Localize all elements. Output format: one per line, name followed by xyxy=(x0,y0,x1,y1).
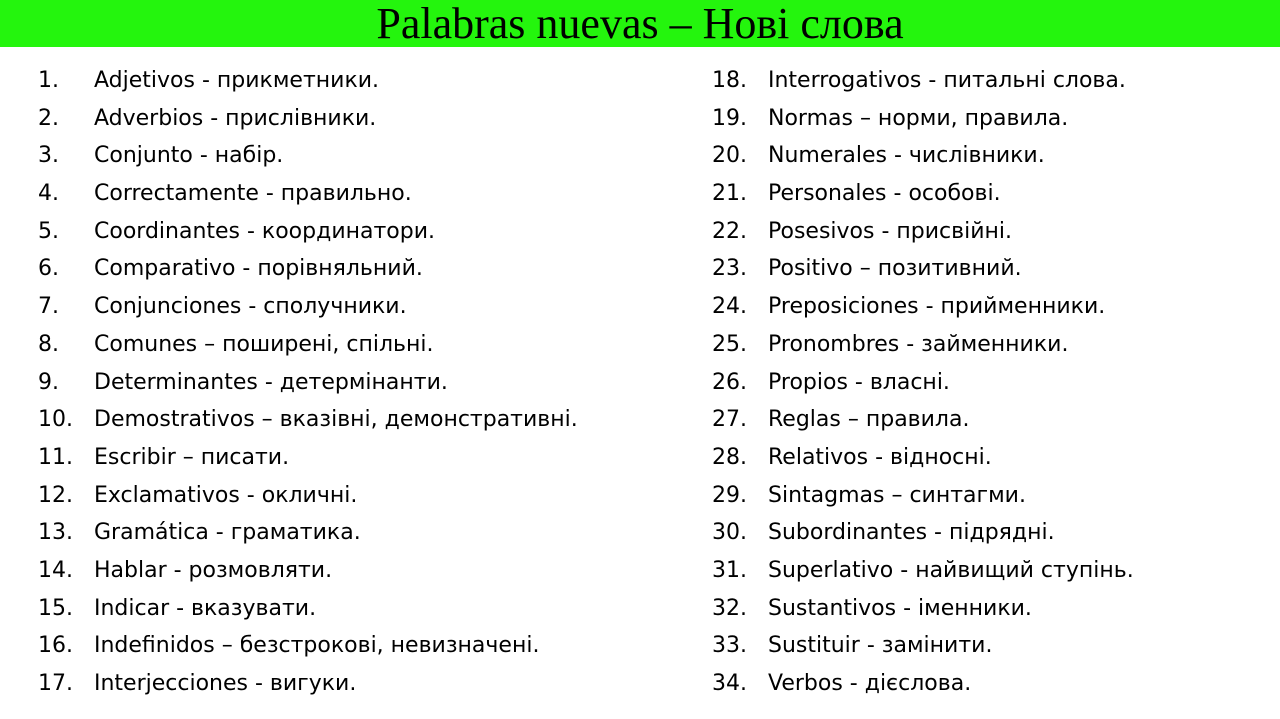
list-item xyxy=(712,364,1272,402)
item-text: Normas – норми, правила. xyxy=(768,105,1069,131)
item-text: Demostrativos – вказівні, демонстративні. xyxy=(94,407,578,433)
item-number: 13. xyxy=(38,520,73,546)
list-item xyxy=(38,590,678,628)
item-number: 11. xyxy=(38,444,73,470)
item-number: 6. xyxy=(38,256,59,282)
list-item xyxy=(712,100,1272,138)
item-number: 28. xyxy=(712,444,747,470)
list-item xyxy=(712,175,1272,213)
item-number: 32. xyxy=(712,595,747,621)
item-text: Sintagmas – синтагми. xyxy=(768,482,1026,508)
vocabulary-list-left xyxy=(38,62,678,703)
item-text: Superlativo - найвищий ступінь. xyxy=(768,557,1134,583)
item-number: 23. xyxy=(712,256,747,282)
vocabulary-list-right xyxy=(712,62,1272,703)
list-item xyxy=(712,401,1272,439)
item-number: 18. xyxy=(712,68,747,93)
item-text: Escribir – писати. xyxy=(94,444,290,470)
item-number: 1. xyxy=(38,68,59,93)
item-text: Verbos - дієслова. xyxy=(768,671,972,696)
item-number: 7. xyxy=(38,294,59,320)
list-item xyxy=(712,137,1272,175)
item-text: Indicar - вказувати. xyxy=(94,595,317,621)
item-number: 34. xyxy=(712,671,747,696)
item-number: 21. xyxy=(712,181,747,207)
item-text: Relativos - відносні. xyxy=(768,444,992,470)
item-text: Subordinantes - підрядні. xyxy=(768,520,1055,546)
item-text: Positivo – позитивний. xyxy=(768,256,1022,282)
item-text: Hablar - розмовляти. xyxy=(94,557,333,583)
item-number: 12. xyxy=(38,482,73,508)
item-number: 3. xyxy=(38,143,59,169)
item-text: Sustituir - замінити. xyxy=(768,633,993,659)
item-text: Exclamativos - окличні. xyxy=(94,482,358,508)
list-item xyxy=(712,665,1272,703)
item-text: Preposiciones - прийменники. xyxy=(768,294,1106,320)
item-number: 8. xyxy=(38,331,59,357)
list-item xyxy=(38,401,678,439)
item-number: 25. xyxy=(712,331,747,357)
item-text: Interjecciones - вигуки. xyxy=(94,671,357,696)
item-text: Sustantivos - іменники. xyxy=(768,595,1032,621)
list-item xyxy=(712,250,1272,288)
item-text: Numerales - числівники. xyxy=(768,143,1045,169)
list-item xyxy=(38,175,678,213)
list-item xyxy=(38,514,678,552)
item-number: 15. xyxy=(38,595,73,621)
item-number: 31. xyxy=(712,557,747,583)
item-number: 24. xyxy=(712,294,747,320)
item-text: Conjunto - набір. xyxy=(94,143,284,169)
list-item xyxy=(712,213,1272,251)
list-item xyxy=(712,514,1272,552)
item-text: Comunes – поширені, спільні. xyxy=(94,331,434,357)
list-item xyxy=(38,213,678,251)
item-text: Gramática - граматика. xyxy=(94,520,361,546)
item-number: 10. xyxy=(38,407,73,433)
list-item xyxy=(38,62,678,100)
list-item xyxy=(38,364,678,402)
list-item xyxy=(38,477,678,515)
item-number: 20. xyxy=(712,143,747,169)
list-item xyxy=(712,288,1272,326)
item-text: Comparativo - порівняльний. xyxy=(94,256,423,282)
item-text: Determinantes - детермінанти. xyxy=(94,369,448,395)
item-text: Posesivos - присвійні. xyxy=(768,218,1012,244)
list-item xyxy=(38,627,678,665)
item-number: 26. xyxy=(712,369,747,395)
item-text: Pronombres - займенники. xyxy=(768,331,1069,357)
list-item xyxy=(712,590,1272,628)
item-text: Indefinidos – безстрокові, невизначені. xyxy=(94,633,540,659)
item-text: Conjunciones - сполучники. xyxy=(94,294,407,320)
item-text: Propios - власні. xyxy=(768,369,950,395)
list-item xyxy=(712,62,1272,100)
item-number: 27. xyxy=(712,407,747,433)
item-number: 22. xyxy=(712,218,747,244)
item-number: 33. xyxy=(712,633,747,659)
list-item xyxy=(38,137,678,175)
list-item xyxy=(38,250,678,288)
item-text: Coordinantes - координатори. xyxy=(94,218,436,244)
item-text: Reglas – правила. xyxy=(768,407,970,433)
item-number: 14. xyxy=(38,557,73,583)
page-title: Palabras nuevas – Нові слова xyxy=(0,0,1280,47)
list-item xyxy=(712,326,1272,364)
list-item xyxy=(38,665,678,703)
list-item xyxy=(38,552,678,590)
item-number: 16. xyxy=(38,633,73,659)
item-text: Interrogativos - питальні слова. xyxy=(768,68,1126,93)
list-item xyxy=(712,627,1272,665)
list-item xyxy=(38,288,678,326)
item-number: 30. xyxy=(712,520,747,546)
item-number: 9. xyxy=(38,369,59,395)
item-text: Adjetivos - прикметники. xyxy=(94,68,380,93)
item-text: Correctamente - правильно. xyxy=(94,181,412,207)
list-item xyxy=(38,439,678,477)
list-item xyxy=(712,552,1272,590)
item-text: Adverbios - прислівники. xyxy=(94,105,377,131)
item-number: 29. xyxy=(712,482,747,508)
list-item xyxy=(38,326,678,364)
item-number: 19. xyxy=(712,105,747,131)
item-text: Personales - особові. xyxy=(768,181,1001,207)
item-number: 4. xyxy=(38,181,59,207)
list-item xyxy=(712,477,1272,515)
item-number: 5. xyxy=(38,218,59,244)
list-item xyxy=(712,439,1272,477)
list-item xyxy=(38,100,678,138)
item-number: 17. xyxy=(38,671,73,696)
item-number: 2. xyxy=(38,105,59,131)
